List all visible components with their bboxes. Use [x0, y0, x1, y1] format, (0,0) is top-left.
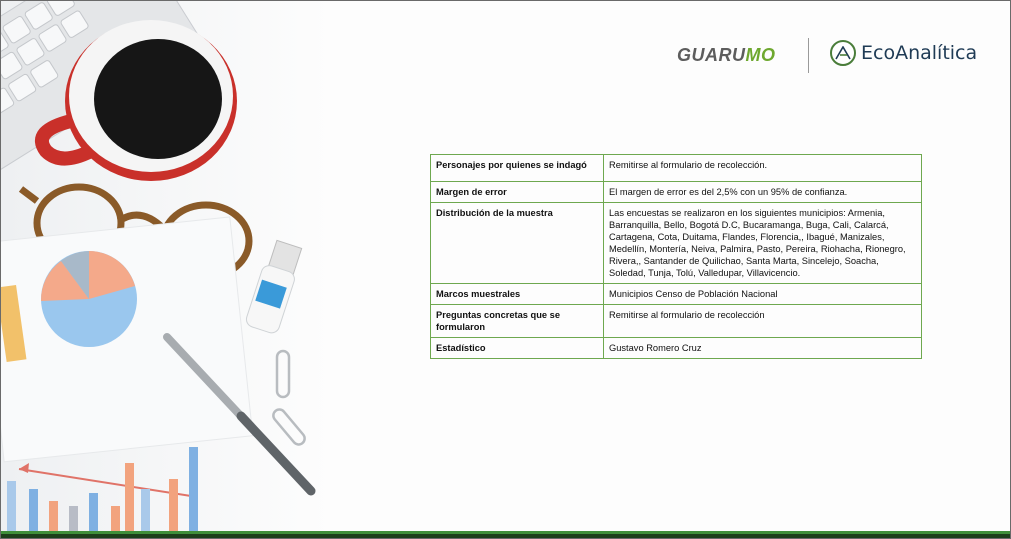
row-label: Estadístico	[431, 338, 604, 359]
row-value: Remitirse al formulario de recolección.	[604, 155, 922, 182]
row-label: Personajes por quienes se indagó	[431, 155, 604, 182]
logo-divider	[808, 38, 809, 73]
ecoanalitica-logo	[830, 40, 977, 66]
row-value: El margen de error es del 2,5% con un 95% de confianza.	[604, 182, 922, 203]
footer-band	[1, 534, 1010, 538]
table-row	[431, 338, 922, 359]
paper-chart-image	[1, 217, 253, 462]
row-label: Marcos muestrales	[431, 284, 604, 305]
survey-info-table	[430, 154, 922, 359]
row-label: Preguntas concretas que se formularon	[431, 305, 604, 338]
table-row	[431, 305, 922, 338]
row-label: Distribución de la muestra	[431, 203, 604, 284]
table-row	[431, 203, 922, 284]
row-value: Municipios Censo de Población Nacional	[604, 284, 922, 305]
table-row	[431, 182, 922, 203]
guarumo-logo	[677, 45, 776, 66]
ecoanalitica-emblem-icon	[830, 40, 856, 66]
guarumo-logo-accent: MO	[745, 45, 776, 65]
row-label: Margen de error	[431, 182, 604, 203]
table-row	[431, 284, 922, 305]
row-value: Gustavo Romero Cruz	[604, 338, 922, 359]
row-value: Remitirse al formulario de recolección	[604, 305, 922, 338]
table-row	[431, 155, 922, 182]
row-value: Las encuestas se realizaron en los siguientes municipios: Armenia, Barranquilla, Bello, Bogotá D.C, Bucaramanga, Buga, Cali, Calarcá, Cartagena, Cota, Duitama, Flandes, Florencia,, Ibagué, Manizales, Medellín, Montería, Neiva, Palmira, Pasto, Pereira, Riohacha, Rionegro, Rivera,, Santander de Quilichao, Santa Marta, Sincelejo, Soacha, Soledad, Tunja, Tolú, Valledupar, Villavicencio.	[604, 203, 922, 284]
guarumo-logo-text: GUARU	[677, 45, 746, 65]
ecoanalitica-logo-text: EcoAnalítica	[861, 42, 978, 64]
desk-photo	[1, 1, 331, 531]
